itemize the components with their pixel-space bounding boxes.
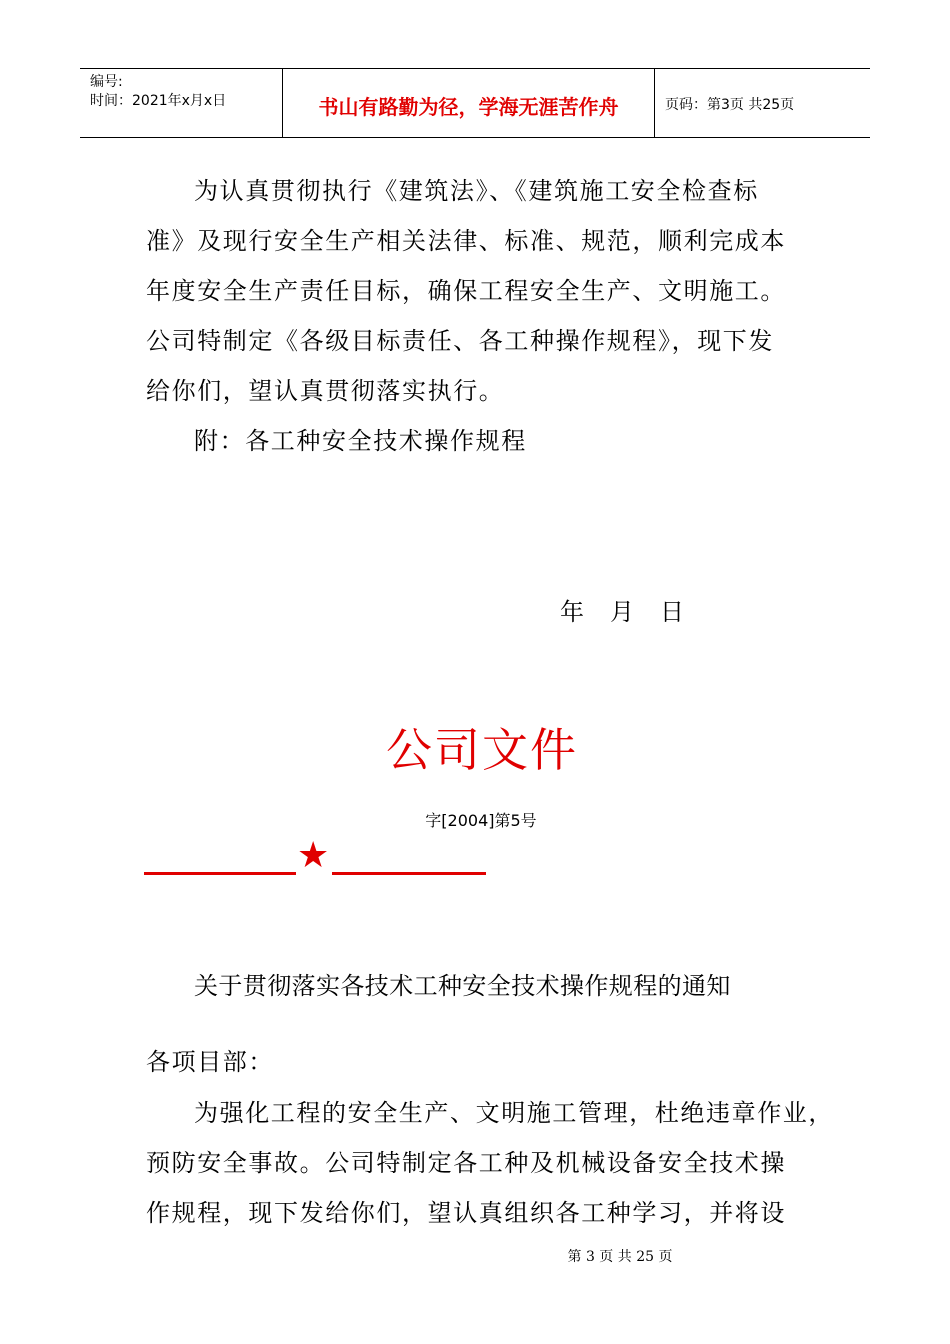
header-meta-cell	[80, 69, 283, 137]
document-header	[80, 68, 870, 138]
document-number: 字[2004]第5号	[425, 811, 537, 830]
attachment-line: 附：各工种安全技术操作规程	[194, 427, 527, 455]
header-page-info: 页码：第3页 共25页	[665, 97, 795, 113]
red-star-icon: ★	[297, 835, 330, 876]
notice-title: 关于贯彻落实各技术工种安全技术操作规程的通知	[194, 972, 731, 1000]
date-month: 月	[610, 598, 634, 626]
signature-date	[560, 592, 710, 627]
red-rule-left	[144, 872, 296, 875]
paragraph-line: 为强化工程的安全生产、文明施工管理，杜绝违章作业，	[194, 1099, 834, 1127]
header-motto: 书山有路勤为径，学海无涯苦作舟	[318, 95, 619, 119]
paragraph-line: 作规程，现下发给你们，望认真组织各工种学习，并将设	[146, 1199, 786, 1227]
page-footer: 第 3 页 共 25 页	[567, 1249, 673, 1265]
paragraph-line: 准》及现行安全生产相关法律、标准、规范，顺利完成本	[146, 227, 786, 255]
addressee: 各项目部：	[146, 1048, 274, 1076]
header-page-cell	[655, 69, 870, 137]
paragraph-line: 公司特制定《各级目标责任、各工种操作规程》，现下发	[146, 327, 774, 355]
date-year: 年	[560, 598, 584, 626]
red-rule-right	[332, 872, 486, 875]
time-label: 时间：2021年x月x日	[90, 93, 227, 109]
date-day: 日	[660, 598, 684, 626]
paragraph-line: 预防安全事故。公司特制定各工种及机械设备安全技术操	[146, 1149, 786, 1177]
paragraph-line: 为认真贯彻执行《建筑法》、《建筑施工安全检查标	[194, 177, 759, 205]
serial-label: 编号:	[90, 74, 123, 90]
header-motto-cell	[283, 69, 655, 137]
company-document-title: 公司文件	[386, 723, 578, 777]
paragraph-line: 年度安全生产责任目标，确保工程安全生产、文明施工。	[146, 277, 786, 305]
paragraph-line: 给你们，望认真贯彻落实执行。	[146, 377, 505, 405]
